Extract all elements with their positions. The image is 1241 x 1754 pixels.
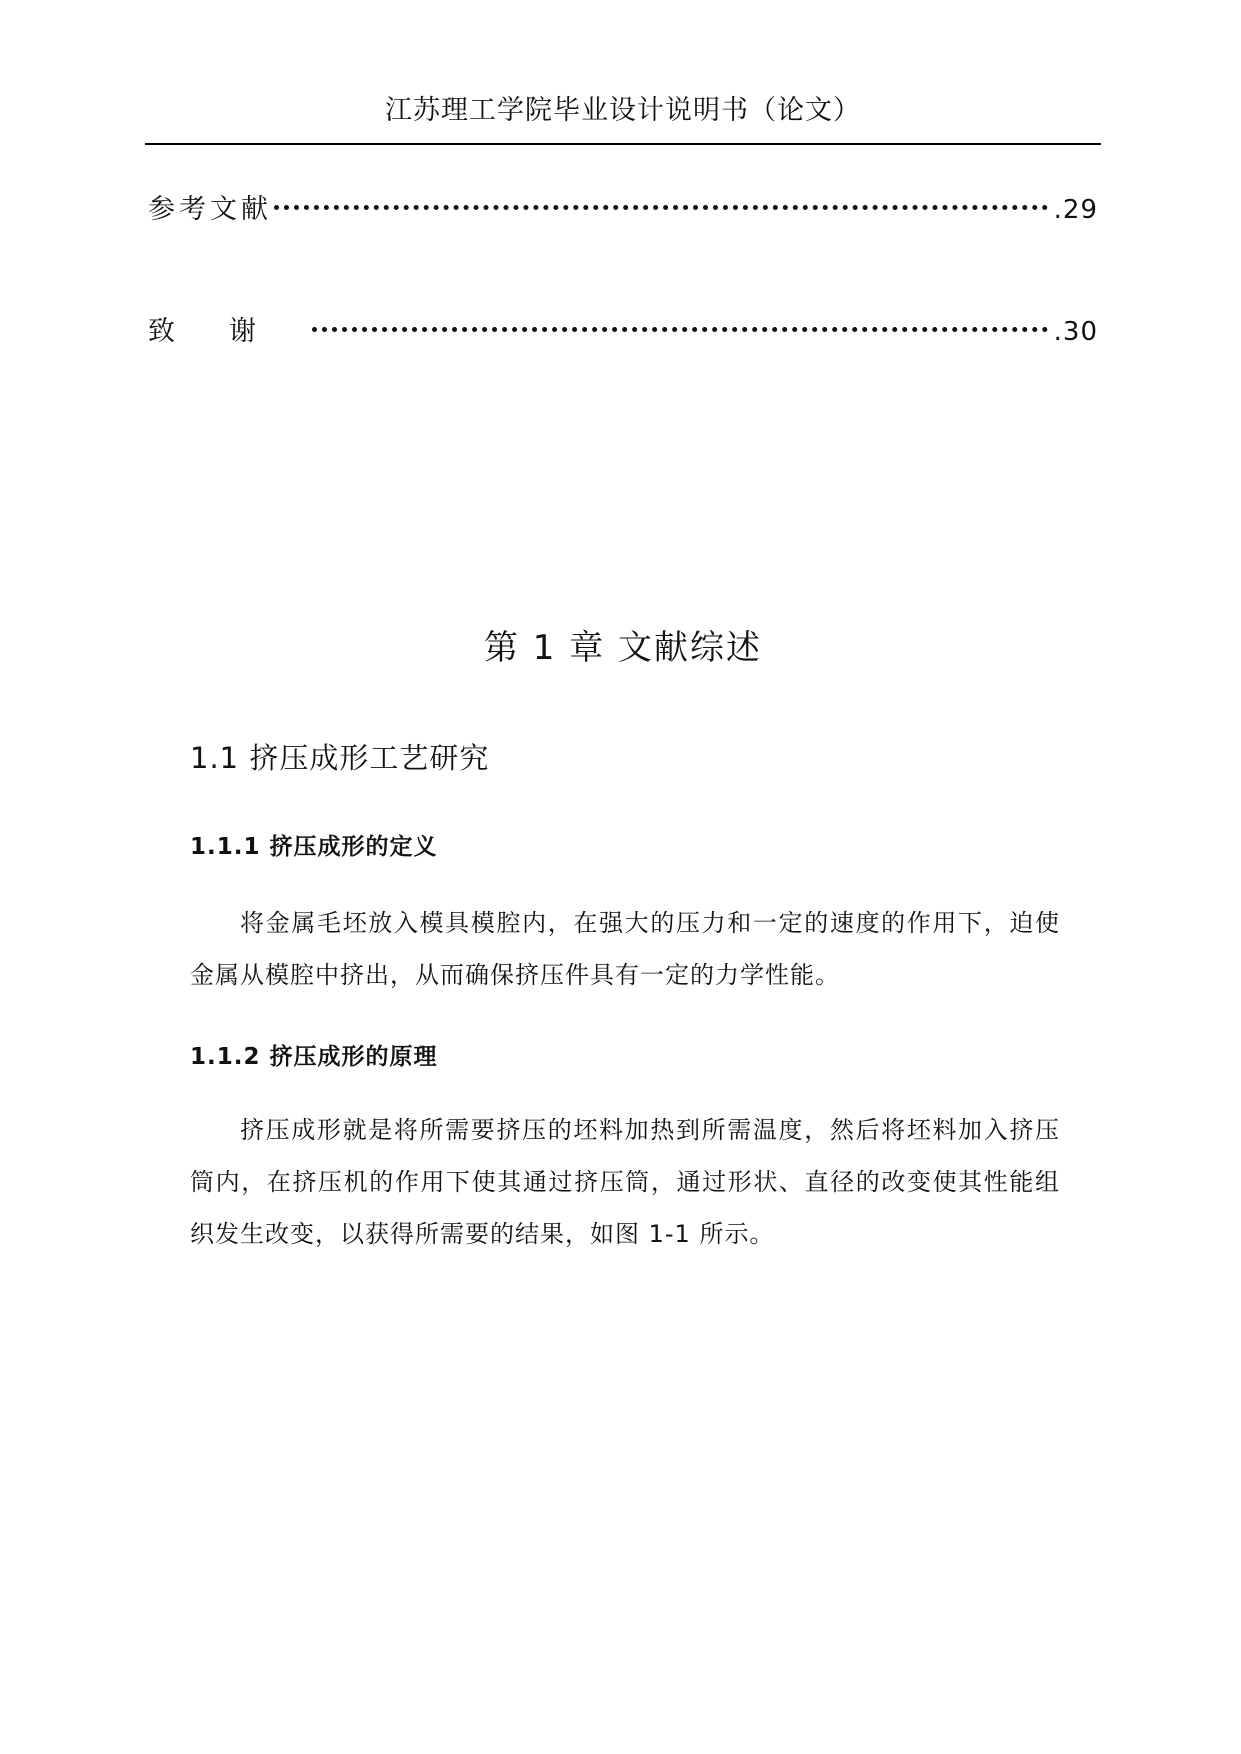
toc-leader-dots [274, 205, 1048, 210]
chapter-title: 第 1 章 文献综述 [483, 628, 763, 668]
toc-page-number: .30 [1053, 317, 1098, 347]
toc-leader-dots [312, 327, 1048, 332]
header-divider [145, 143, 1101, 145]
toc-entry-references[interactable] [148, 187, 1098, 227]
subsection-title-definition: 1.1.1 挤压成形的定义 [190, 834, 438, 860]
toc-entry-label: 致谢 [148, 316, 310, 347]
section-title: 1.1 挤压成形工艺研究 [190, 741, 490, 775]
subsection-title-principle: 1.1.2 挤压成形的原理 [190, 1044, 438, 1070]
page-header: 江苏理工学院毕业设计说明书（论文） [385, 95, 861, 126]
paragraph-definition: 将金属毛坯放入模具模腔内，在强大的压力和一定的速度的作用下，迫使金属从模腔中挤出，从而确保挤压件具有一定的力学性能。 [190, 909, 1060, 989]
paragraph-principle: 挤压成形就是将所需要挤压的坯料加热到所需温度，然后将坯料加入挤压筒内，在挤压机的作用下使其通过挤压筒，通过形状、直径的改变使其性能组织发生改变，以获得所需要的结果，如图 1-1 所示。 [190, 1116, 1060, 1248]
toc-entry-acknowledgements[interactable] [148, 309, 1098, 349]
toc-entry-label: 参考文献 [148, 194, 272, 225]
toc-page-number: .29 [1053, 195, 1098, 225]
